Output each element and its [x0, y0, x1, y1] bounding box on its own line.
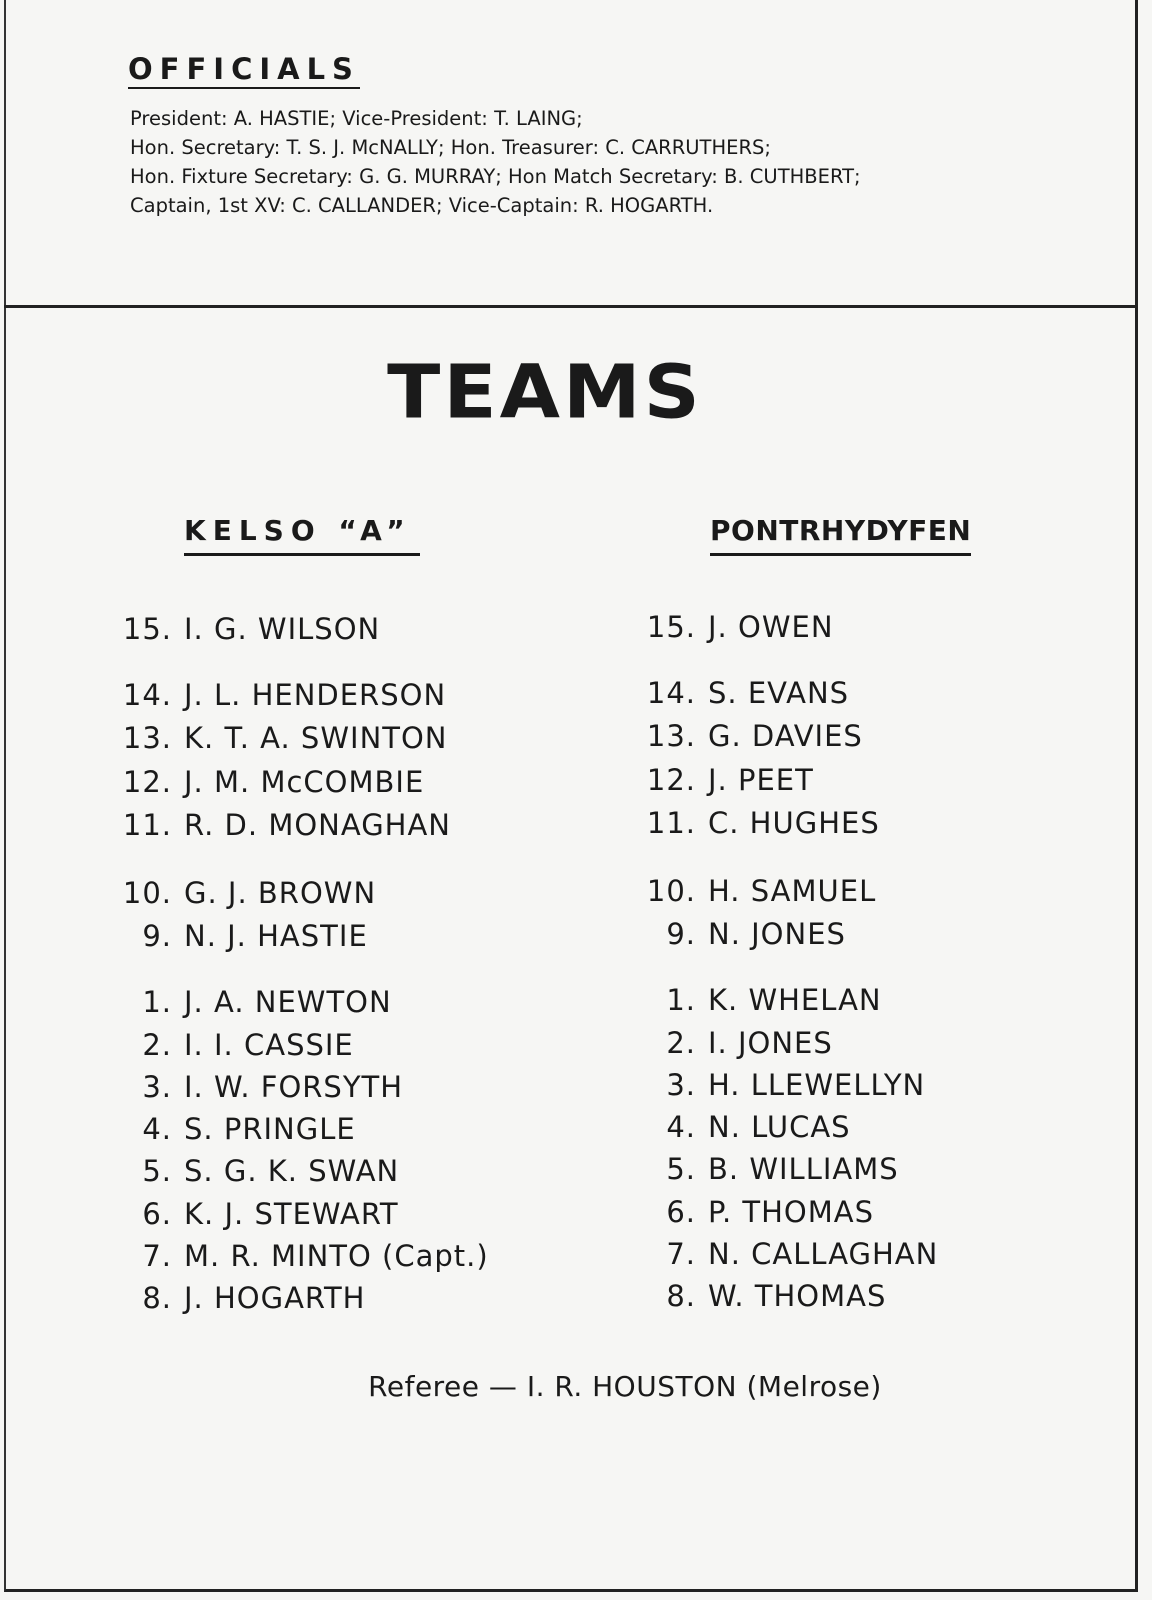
player-row — [108, 876, 376, 910]
player-name: I. G. WILSON — [184, 612, 381, 646]
player-row — [108, 808, 451, 842]
player-row — [632, 719, 863, 753]
player-row — [632, 806, 880, 840]
player-number: 8. — [142, 1281, 172, 1315]
player-number: 14. — [646, 676, 696, 710]
player-row — [632, 676, 849, 710]
player-number: 4. — [142, 1112, 172, 1146]
officials-list — [130, 104, 1090, 220]
away-team-heading: PONTRHYDYFEN — [710, 514, 971, 556]
player-number: 12. — [646, 763, 696, 797]
player-number: 9. — [142, 919, 172, 953]
player-row — [108, 1112, 356, 1146]
player-name: S. G. K. SWAN — [184, 1154, 400, 1188]
player-number: 10. — [646, 874, 696, 908]
player-name: M. R. MINTO (Capt.) — [184, 1239, 489, 1273]
player-name: P. THOMAS — [708, 1195, 875, 1229]
player-row — [632, 1237, 938, 1271]
player-name: H. SAMUEL — [708, 874, 877, 908]
player-name: R. D. MONAGHAN — [184, 808, 451, 842]
player-row — [108, 1197, 399, 1231]
player-row — [632, 1110, 851, 1144]
player-row — [108, 1281, 366, 1315]
player-row — [108, 1239, 489, 1273]
player-name: C. HUGHES — [708, 806, 880, 840]
player-number: 3. — [666, 1068, 696, 1102]
player-name: W. THOMAS — [708, 1279, 887, 1313]
officials-line: Captain, 1st XV: C. CALLANDER; Vice-Captain: R. HOGARTH. — [130, 194, 714, 217]
player-name: I. JONES — [708, 1026, 833, 1060]
officials-line: Hon. Secretary: T. S. J. McNALLY; Hon. Treasurer: C. CARRUTHERS; — [130, 136, 771, 159]
player-row — [632, 763, 814, 797]
teams-title: TEAMS — [387, 350, 703, 436]
player-name: N. CALLAGHAN — [708, 1237, 939, 1271]
player-row — [632, 917, 846, 951]
player-name: J. OWEN — [708, 610, 834, 644]
player-number: 13. — [122, 721, 172, 755]
section-divider — [4, 305, 1138, 308]
player-number: 7. — [142, 1239, 172, 1273]
player-number: 5. — [666, 1152, 696, 1186]
player-name: N. J. HASTIE — [184, 919, 368, 953]
player-number: 6. — [666, 1195, 696, 1229]
player-name: S. EVANS — [708, 676, 850, 710]
player-row — [108, 1028, 354, 1062]
player-name: N. JONES — [708, 917, 846, 951]
player-name: K. T. A. SWINTON — [184, 721, 448, 755]
player-row — [108, 1154, 399, 1188]
player-number: 2. — [142, 1028, 172, 1062]
player-row — [108, 1070, 403, 1104]
player-name: H. LLEWELLYN — [708, 1068, 926, 1102]
officials-line: President: A. HASTIE; Vice-President: T. LAING; — [130, 107, 583, 130]
player-number: 14. — [122, 678, 172, 712]
player-row — [632, 1026, 833, 1060]
player-row — [108, 612, 380, 646]
player-row — [108, 721, 448, 755]
player-number: 6. — [142, 1197, 172, 1231]
player-name: N. LUCAS — [708, 1110, 851, 1144]
player-row — [108, 678, 446, 712]
player-number: 13. — [646, 719, 696, 753]
player-name: I. I. CASSIE — [184, 1028, 354, 1062]
player-number: 12. — [122, 765, 172, 799]
player-row — [108, 985, 392, 1019]
player-name: S. PRINGLE — [184, 1112, 356, 1146]
player-name: K. J. STEWART — [184, 1197, 399, 1231]
player-name: B. WILLIAMS — [708, 1152, 899, 1186]
referee-line: Referee — I. R. HOUSTON (Melrose) — [368, 1370, 882, 1403]
player-row — [632, 874, 876, 908]
player-number: 15. — [646, 610, 696, 644]
player-number: 11. — [122, 808, 172, 842]
player-number: 11. — [646, 806, 696, 840]
player-name: G. DAVIES — [708, 719, 863, 753]
player-name: J. A. NEWTON — [184, 985, 392, 1019]
player-row — [108, 919, 368, 953]
player-name: K. WHELAN — [708, 983, 882, 1017]
officials-line: Hon. Fixture Secretary: G. G. MURRAY; Hon Match Secretary: B. CUTHBERT; — [130, 165, 861, 188]
player-number: 8. — [666, 1279, 696, 1313]
player-number: 10. — [122, 876, 172, 910]
player-number: 4. — [666, 1110, 696, 1144]
player-row — [108, 765, 424, 799]
player-row — [632, 1152, 899, 1186]
player-row — [632, 983, 882, 1017]
player-number: 5. — [142, 1154, 172, 1188]
player-number: 7. — [666, 1237, 696, 1271]
player-number: 1. — [142, 985, 172, 1019]
player-name: I. W. FORSYTH — [184, 1070, 404, 1104]
player-name: J. M. McCOMBIE — [184, 765, 425, 799]
player-number: 15. — [122, 612, 172, 646]
player-row — [632, 1195, 874, 1229]
player-number: 2. — [666, 1026, 696, 1060]
player-row — [632, 1068, 925, 1102]
officials-heading: OFFICIALS — [128, 52, 360, 89]
player-name: J. PEET — [708, 763, 814, 797]
player-name: J. HOGARTH — [184, 1281, 366, 1315]
player-number: 1. — [666, 983, 696, 1017]
player-row — [632, 610, 834, 644]
player-name: J. L. HENDERSON — [184, 678, 447, 712]
home-team-heading: KELSO “A” — [184, 514, 420, 556]
player-number: 3. — [142, 1070, 172, 1104]
player-name: G. J. BROWN — [184, 876, 377, 910]
player-number: 9. — [666, 917, 696, 951]
player-row — [632, 1279, 886, 1313]
